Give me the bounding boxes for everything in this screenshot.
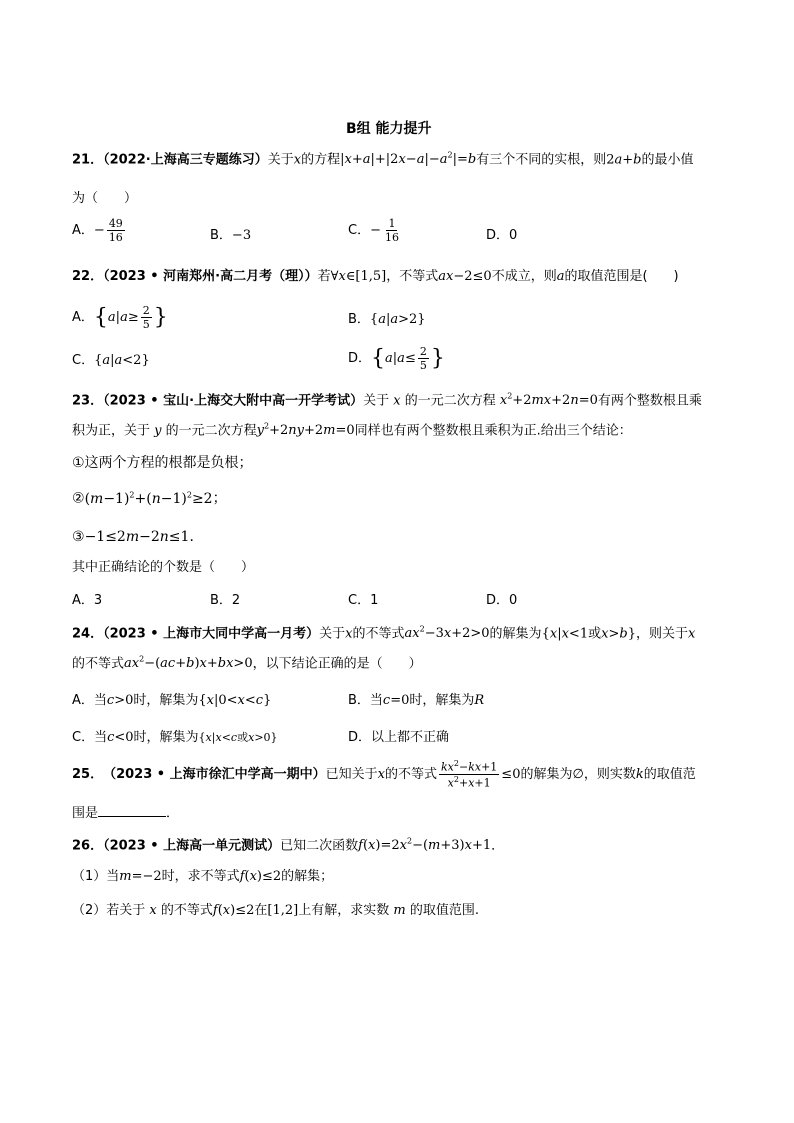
q21-stem-b: 的方程 [301,152,341,168]
q21-option-a: A． − $\frac{49}{16}$ [72,217,123,244]
q24-stem-c: 的解集为 [489,626,542,642]
q23-option-d: D．0 [486,593,518,608]
q24-inequality: $ax^2-3x+2>0$ [404,625,490,642]
q22-option-b-label: B． [348,312,370,327]
q24-number: 24． [72,626,104,642]
q21-number: 21． [72,152,104,168]
q23-stem-b: 的一元二次方程 [404,393,496,409]
q25-fraction: $\frac{kx^2-kx+1}{x^2+x+1}$ [441,759,498,790]
question-22 [72,270,679,283]
q23-conclusion-1: ①这两个方程的根都是负根； [72,455,253,471]
q26-stem-a: 已知二次函数 [280,838,359,854]
q25-number: 25． [72,766,104,782]
q21-source: （2022·上海高三专题练习） [103,152,268,168]
q23-line2-c: 同样也有两个整数根且乘积为正.给出三个结论： [354,423,632,439]
q21-option-a-label: A． [72,223,94,238]
q21-option-c-label: C． [348,223,371,238]
q23-equation-1: $x^2+2mx+2n=0$ [499,392,598,409]
q25-source: （2023 • 上海市徐汇中学高一期中） [103,766,326,782]
q22-inequality: ax−2≤0 [438,269,492,284]
q24-option-c: C．当c<0时，解集为{x|x<c或x>0} [72,730,278,745]
q22-option-c-label: C． [72,353,95,368]
q23-option-c: C．1 [348,593,379,608]
q23-c3-label: ③ [72,529,85,545]
q25-answer-blank[interactable] [98,806,166,817]
q24-line2-a: 的不等式 [72,656,125,672]
q21-stem-a: 关于 [267,152,294,168]
q23-c2-label: ② [72,490,85,507]
q23-option-b: B．2 [210,593,241,608]
q21-equation: $|x+a|+|2x-a|-a^2|=b$ [340,151,477,168]
q23-number: 23． [72,393,104,409]
question-24: 24．（2023 • 上海市大同中学高一月考）关于x的不等式$ax^2-3x+2>0$的解集为{x|x<1或x>b}，则关于x [72,625,696,642]
q21-stem-d: 的最小值 [641,152,694,168]
q26-source: （2023 • 上海高一单元测试） [103,838,281,854]
q21-option-c-fraction: $\frac{1}{16}$ [384,217,399,244]
question-26: 26．（2023 • 上海高一单元测试）已知二次函数$f(x)=2x^2-(m+3)x+1$． [72,837,505,854]
q23-stem-a: 关于 [363,393,390,409]
q25-line2: 围是 ． [72,806,180,821]
question-23: 23．（2023 • 宝山·上海交大附中高一开学考试）关于 x 的一元二次方程 $x^2+2mx+2n=0$有两个整数根且乘 [72,392,702,409]
q25-line2-text: 围是 [72,806,99,821]
q22-option-d: D． { a|a≤ $\frac{2}{5}$ } [348,345,445,372]
q22-option-b: B．{a|a>2} [348,312,426,327]
q24-stem-b: 的不等式 [352,626,405,642]
q21-line2: 为（ ） [72,191,138,206]
q22-stem-b: ，不等式 [386,269,439,284]
q25-stem-e: 的取值范 [643,766,696,782]
q24-solution-set: {x|x<1或x>b} [541,626,636,642]
q22-option-c: C．{a|a<2} [72,353,150,368]
q21-option-a-fraction: $\frac{49}{16}$ [108,217,123,244]
q23-option-a: A．3 [72,593,103,608]
q26-number: 26． [72,838,104,854]
q21-option-c: C． − $\frac{1}{16}$ [348,217,399,244]
q26-part-2: （2）若关于 x 的不等式f(x)≤2在[1,2]上有解，求实数 m 的取值范围. [72,903,479,918]
q23-equation-2: $y^2+2ny+2m=0$ [256,422,355,439]
q21-option-d: D．0 [486,228,518,243]
q22-option-a-label: A． [72,310,94,325]
q24-stem-a: 关于 [319,626,346,642]
question-25: 25． （2023 • 上海市徐汇中学高一期中） 已知关于 x 的不等式 $\frac{kx^2-kx+1}{x^2+x+1}$ ≤0 的解集为 ∅ ，则实数 k 的取值范 [72,759,696,790]
q23-line2-b: 的一元二次方程 [165,423,257,439]
q24-source: （2023 • 上海市大同中学高一月考） [103,626,320,642]
q23-c3-expr: −1≤2m−2n≤1 [84,529,190,545]
q25-stem-d: ，则实数 [583,766,636,782]
q22-option-d-label: D． [348,351,372,366]
q23-line2: 积为正，关于 y 的一元二次方程$y^2+2ny+2m=0$同样也有两个整数根且乘积为正.给出三个结论： [72,422,632,439]
q22-option-a: A． { a|a≥ $\frac{2}{5}$ } [72,304,168,331]
q23-source: （2023 • 宝山·上海交大附中高一开学考试） [103,393,364,409]
q25-stem-c: 的解集为 [520,766,573,782]
q23-ask: 其中正确结论的个数是（ ） [72,560,255,575]
q23-c2-expr: $(m-1)^2+(n-1)^2\ge 2$ [84,490,213,507]
q22-number: 22． [72,269,104,284]
q23-stem-c: 有两个整数根且乘 [597,393,702,409]
q24-line2-b: ，以下结论正确的是（ ） [252,656,422,672]
q23-conclusion-2: $②(m-1)^2+(n-1)^2\ge 2$； [72,490,227,507]
q25-stem-b: 的不等式 [385,766,438,782]
q24-stem-d: ，则关于 [635,626,688,642]
q21-option-b-value: −3 [231,228,252,243]
q26-function: $f(x)=2x^2-(m+3)x+1$ [358,837,492,854]
q22-stem-a: 若 [317,269,331,284]
q21-option-b-label: B． [210,228,232,243]
q22-stem-c: 不成立，则 [491,269,557,284]
q24-option-b: B．当c=0时，解集为R [348,693,485,708]
q22-stem-d: 的取值范围是( ) [564,269,679,284]
q24-option-d: D．以上都不正确 [348,730,450,745]
q23-line2-a: 积为正，关于 [72,423,151,439]
q22-option-a-fraction: $\frac{2}{5}$ [142,304,150,331]
q21-expr: 2a+b [606,152,642,168]
q25-stem-a: 已知关于 [325,766,378,782]
q23-conclusion-3: ③−1≤2m−2n≤1． [72,529,204,545]
q22-forall: ∀x∈[1,5] [330,269,387,284]
q22-var-a: a [556,269,565,284]
section-title: B组 能力提升 [346,121,432,137]
q22-source: （2023 • 河南郑州·高二月考（理）） [103,269,318,284]
q22-option-d-fraction: $\frac{2}{5}$ [419,345,427,372]
q24-inequality-2: $ax^2-(ac+b)x+bx>0$ [124,655,253,672]
q24-line2 [72,656,422,670]
q24-option-a: A．当c>0时，解集为{x|0<x<c} [72,693,272,708]
q21-var-x: x [293,152,302,168]
question-21 [72,152,694,166]
q21-option-b [210,229,251,242]
q26-part-1: （1）当m=−2时，求不等式f(x)≤2的解集； [72,869,334,884]
q21-stem-c: 有三个不同的实根，则 [476,152,607,168]
